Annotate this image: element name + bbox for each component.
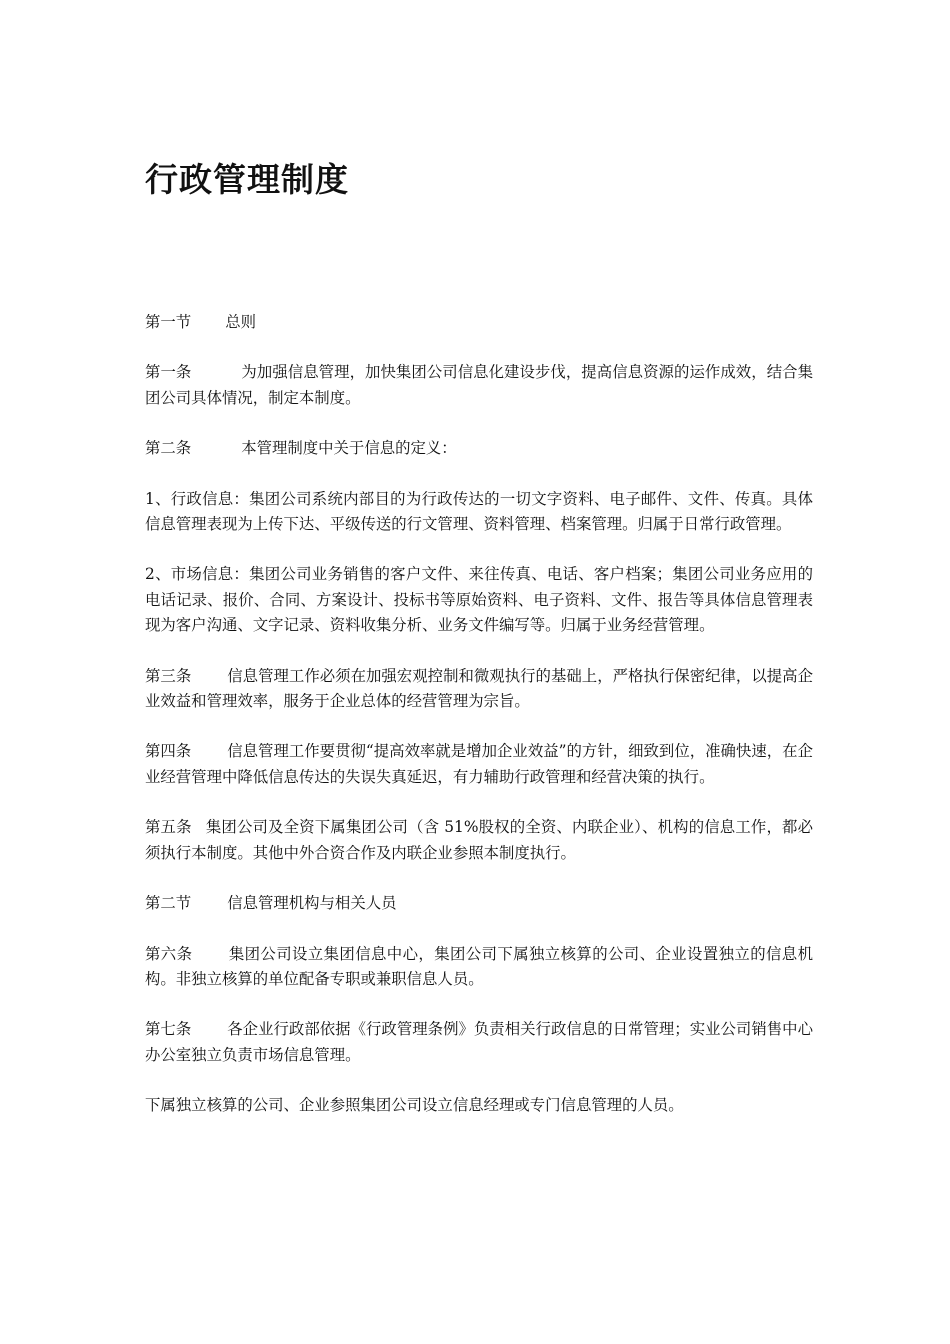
article-label: 第三条	[145, 666, 192, 685]
section-heading	[145, 310, 813, 335]
article-4	[145, 739, 813, 790]
section-name: 总则	[225, 313, 256, 331]
closing-paragraph: 下属独立核算的公司、企业参照集团公司设立信息经理或专门信息管理的人员。	[145, 1096, 684, 1115]
article-label: 第五条	[145, 818, 192, 837]
section-name: 信息管理机构与相关人员	[227, 894, 397, 913]
article-5	[145, 815, 813, 866]
section-heading	[145, 891, 813, 916]
article-label: 第四条	[145, 742, 192, 761]
article-3	[145, 664, 813, 715]
list-item-market-info: 2、市场信息：集团公司业务销售的客户文件、来往传真、电话、客户档案；集团公司业务应用的电话记录、报价、合同、方案设计、投标书等原始资料、电子资料、文件、报告等具体信息管理表现为客户沟通、文字记录、资料收集分析、业务文件编写等。归属于业务经营管理。	[145, 565, 813, 635]
document-title: 行政管理制度	[145, 160, 349, 199]
article-text: 本管理制度中关于信息的定义：	[241, 439, 457, 458]
article-text: 各企业行政部依据《行政管理条例》负责相关行政信息的日常管理；实业公司销售中心办公室独立负责市场信息管理。	[145, 1020, 813, 1064]
section-label: 第二节	[145, 894, 192, 913]
article-text: 集团公司设立集团信息中心，集团公司下属独立核算的公司、企业设置独立的信息机构。非独立核算的单位配备专职或兼职信息人员。	[145, 944, 813, 988]
article-7	[145, 1017, 813, 1068]
article-1	[145, 360, 813, 411]
document-body	[145, 310, 813, 1144]
article-text: 信息管理工作要贯彻“提高效率就是增加企业效益”的方针，细致到位，准确快速，在企业经营管理中降低信息传达的失误失真延迟，有力辅助行政管理和经营决策的执行。	[145, 742, 813, 786]
article-label: 第一条	[145, 363, 192, 382]
section-label: 第一节	[145, 313, 192, 331]
article-label: 第二条	[145, 439, 192, 458]
list-item-administrative-info: 1、行政信息：集团公司系统内部目的为行政传达的一切文字资料、电子邮件、文件、传真。具体信息管理表现为上传下达、平级传送的行文管理、资料管理、档案管理。归属于日常行政管理。	[145, 489, 813, 534]
article-text: 信息管理工作必须在加强宏观控制和微观执行的基础上，严格执行保密纪律，以提高企业效益和管理效率，服务于企业总体的经营管理为宗旨。	[145, 666, 813, 711]
article-2	[145, 436, 813, 461]
article-label: 第六条	[145, 944, 193, 963]
article-text: 为加强信息管理，加快集团公司信息化建设步伐，提高信息资源的运作成效，结合集团公司具体情况，制定本制度。	[145, 363, 813, 407]
article-text: 集团公司及全资下属集团公司（含 51%股权的全资、内联企业）、机构的信息工作，都必须执行本制度。其他中外合资合作及内联企业参照本制度执行。	[145, 818, 813, 862]
article-label: 第七条	[145, 1020, 192, 1039]
article-6	[145, 942, 813, 993]
